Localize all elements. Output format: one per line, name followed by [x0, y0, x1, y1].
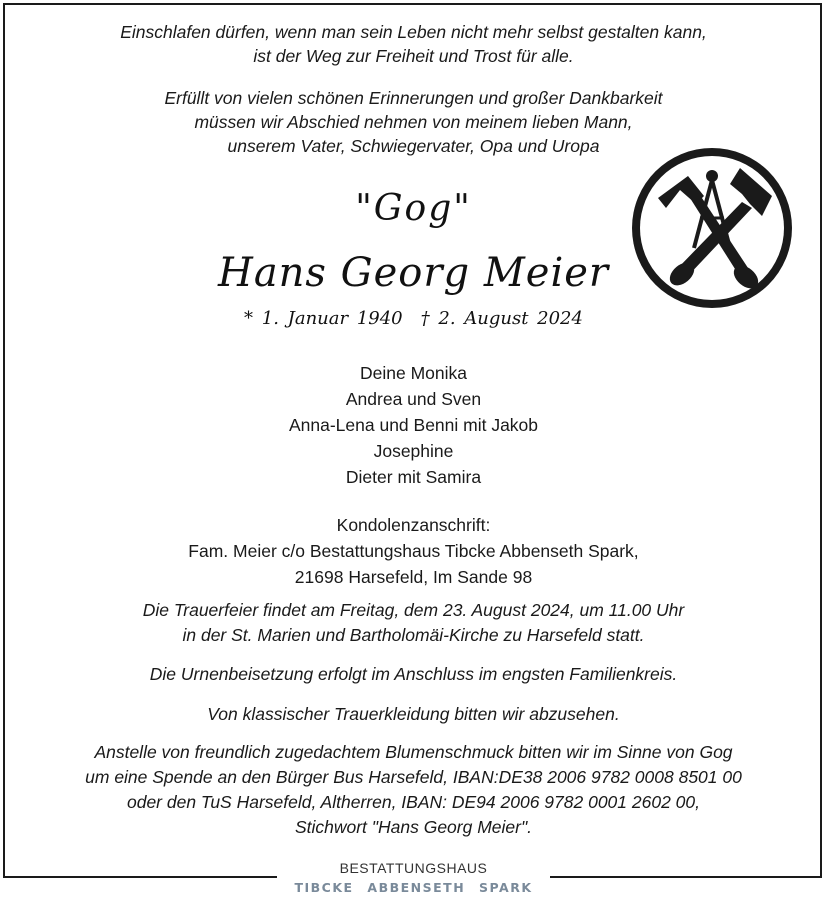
funeral-home-logo-top: BESTATTUNGSHAUS: [339, 860, 488, 876]
death-date: † 2. August 2024: [420, 308, 583, 329]
mourner-line: Anna-Lena und Benni mit Jakob: [288, 415, 539, 435]
attire-line: Von klassischer Trauerkleidung bitten wir abzusehen.: [207, 704, 620, 724]
ceremony-line: in der St. Marien und Bartholomäi-Kirche zu Harsefeld statt.: [182, 625, 645, 645]
deceased-name: Hans Georg Meier: [217, 250, 610, 296]
deceased-nickname: "Gog": [355, 188, 472, 229]
donation-line: um eine Spende an den Bürger Bus Harsefeld, IBAN:DE38 2006 9782 0008 8501 00: [85, 767, 742, 787]
burial-line: Die Urnenbeisetzung erfolgt im Anschluss im engsten Familienkreis.: [149, 664, 678, 684]
donation-line: oder den TuS Harsefeld, Altherren, IBAN: DE94 2006 9782 0001 2602 00,: [126, 792, 700, 812]
roofer-guild-emblem-icon: [630, 146, 794, 310]
verse-line: Einschlafen dürfen, wenn man sein Leben nicht mehr selbst gestalten kann,: [120, 22, 707, 42]
life-dates: [0, 308, 827, 329]
bottom-rule-right: [550, 876, 822, 878]
birth-date: * 1. Januar 1940: [244, 308, 403, 329]
intro-line: Erfüllt von vielen schönen Erinnerungen und großer Dankbarkeit: [164, 88, 663, 108]
condolence-line: Fam. Meier c/o Bestattungshaus Tibcke Abbenseth Spark,: [188, 541, 639, 561]
mourners: [0, 360, 827, 490]
mourner-line: Andrea und Sven: [345, 389, 482, 409]
condolence-line: 21698 Harsefeld, Im Sande 98: [294, 567, 533, 587]
ceremony-info: [0, 598, 827, 648]
condolence-line: Kondolenzanschrift:: [336, 515, 491, 535]
condolence-address: [0, 512, 827, 590]
donation-line: Stichwort "Hans Georg Meier".: [294, 817, 533, 837]
intro-line: unserem Vater, Schwiegervater, Opa und Uropa: [227, 136, 600, 156]
bottom-rule-left: [3, 876, 277, 878]
burial-info: [0, 662, 827, 686]
verse: [0, 20, 827, 68]
attire-info: [0, 702, 827, 726]
mourner-line: Deine Monika: [360, 363, 467, 383]
donation-info: [0, 740, 827, 840]
intro-line: müssen wir Abschied nehmen von meinem lieben Mann,: [194, 112, 633, 132]
funeral-home-logo-bottom: TIBCKE ABBENSETH SPARK: [294, 880, 533, 895]
ceremony-line: Die Trauerfeier findet am Freitag, dem 23. August 2024, um 11.00 Uhr: [142, 600, 685, 620]
donation-line: Anstelle von freundlich zugedachtem Blumenschmuck bitten wir im Sinne von Gog: [94, 742, 733, 762]
mourner-line: Josephine: [373, 441, 454, 461]
mourner-line: Dieter mit Samira: [345, 467, 482, 487]
verse-line: ist der Weg zur Freiheit und Trost für alle.: [253, 46, 574, 66]
